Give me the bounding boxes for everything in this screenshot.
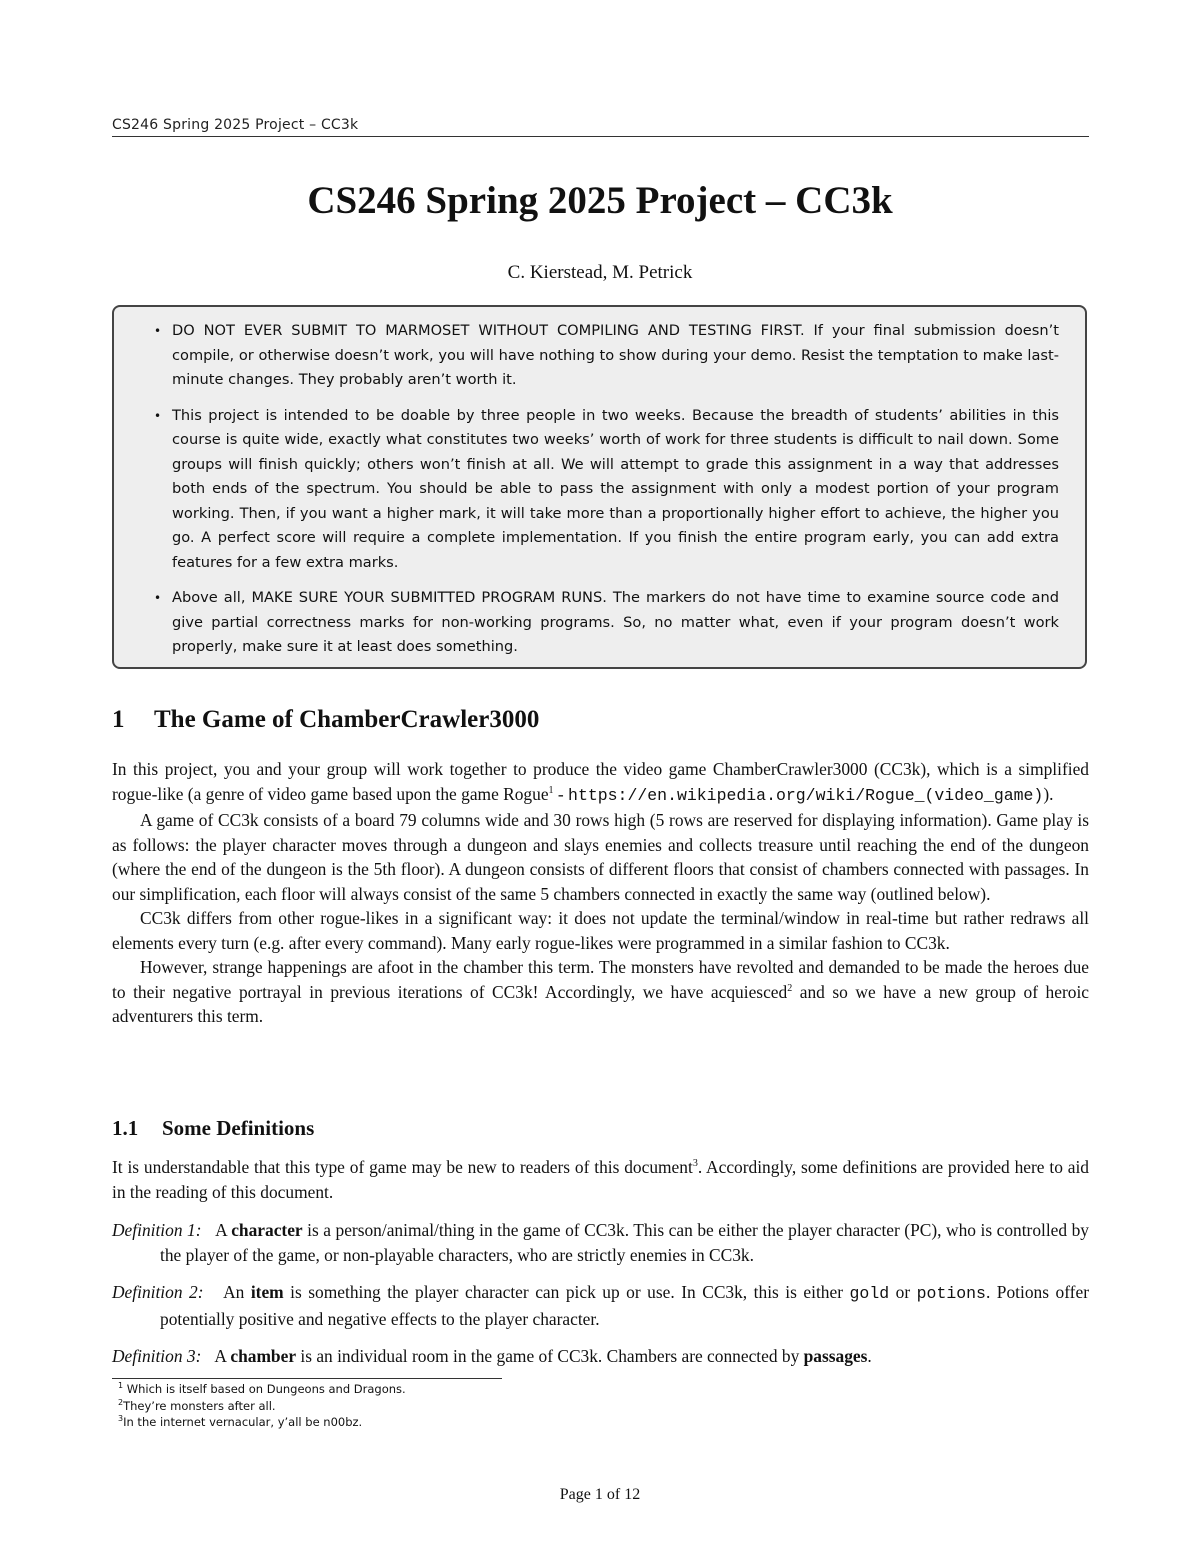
definition-term: chamber — [230, 1346, 297, 1366]
definition-label: Definition 1: — [112, 1220, 202, 1240]
definition-text: . Potions offer potentially positive and negative effects to the player character. — [160, 1282, 1089, 1329]
definitions-list — [112, 1218, 1089, 1382]
notice-item-text: Above all, MAKE SURE YOUR SUBMITTED PROGRAM RUNS. The markers do not have time to examine source code and give partial correctness marks for non-working programs. So, no matter what, even if your program doesn’t work properly, make sure it at least does something. — [172, 589, 1059, 655]
notice-box — [112, 305, 1087, 669]
footnote-text: In the internet vernacular, y’all be n00bz. — [123, 1415, 363, 1429]
section-title: The Game of ChamberCrawler3000 — [154, 706, 540, 733]
definition-term: item — [250, 1282, 284, 1302]
definition-item — [112, 1344, 1089, 1369]
page-number: Page 1 of 12 — [559, 1486, 641, 1503]
section-body — [112, 757, 1089, 1029]
footnote-number: 2 — [118, 1397, 124, 1407]
section-heading — [112, 706, 539, 734]
dash-text: - — [553, 783, 569, 804]
wikipedia-link[interactable]: https://en.wikipedia.org/wiki/Rogue_(video_game) — [568, 785, 1044, 805]
subsection-heading — [112, 1116, 314, 1141]
footnote — [118, 1398, 818, 1415]
paragraph — [112, 1155, 1089, 1204]
definition-term: character — [231, 1220, 303, 1240]
definition-item — [112, 1218, 1089, 1267]
paragraph-text: ). — [1043, 783, 1054, 804]
definition-label: Definition 2: — [112, 1282, 204, 1302]
footnote-number: 1 — [118, 1381, 124, 1391]
paragraph-text: It is understandable that this type of game may be new to readers of this document — [112, 1157, 693, 1177]
paragraph: A game of CC3k consists of a board 79 columns wide and 30 rows high (5 rows are reserved for displaying information). Game play is as follows: the player character moves through a dungeon and slays enemies and collects treasure until reaching the end of the dungeon (where the end of the dungeon is the 5th floor). A dungeon consists of different floors that consist of chambers connected with passages. In our simplification, each floor will always consist of the same 5 chambers connected in exactly the same way (outlined below). — [112, 810, 1089, 904]
footnotes — [118, 1381, 818, 1431]
subsection-title: Some Definitions — [162, 1116, 315, 1140]
bullet-icon: • — [154, 324, 162, 338]
footnote-rule — [112, 1378, 502, 1379]
paragraph-text: In this project, you and your group will work together to produce the video game ChamberCrawler3000 (CC3k), which is a simplified rogue-like (a genre of video game based upon the game Rogue — [112, 759, 1089, 804]
paragraph — [112, 955, 1089, 1029]
footnote — [118, 1414, 818, 1431]
notice-item — [154, 319, 1059, 393]
notice-item — [154, 404, 1059, 576]
footnote-text: Which is itself based on Dungeons and Dragons. — [126, 1382, 406, 1396]
subsection-number: 1.1 — [112, 1116, 139, 1140]
document-authors: C. Kierstead, M. Petrick — [507, 262, 693, 283]
paragraph: CC3k differs from other rogue-likes in a significant way: it does not update the terminal/window in real-time but rather redraws all elements every turn (e.g. after every command). Many early rogue-likes were programmed in a similar fashion to CC3k. — [112, 908, 1089, 953]
section-number: 1 — [112, 706, 125, 733]
definition-text: is an individual room in the game of CC3k. Chambers are connected by — [296, 1346, 804, 1366]
definition-text: A — [215, 1220, 232, 1240]
notice-item-text: This project is intended to be doable by three people in two weeks. Because the breadth of students’ abilities in this course is quite wide, exactly what constitutes two weeks’ worth of work for three students is difficult to nail down. Some groups will finish quickly; others won’t finish at all. We will attempt to grade this assignment in a way that addresses both ends of the spectrum. You should be able to pass the assignment with only a modest portion of your program working. Then, if you want a higher mark, it will take more than a proportionally higher effort to achieve, the higher you go. A perfect score will require a complete implementation. If you finish the entire program early, you can add extra features for a few extra marks. — [172, 406, 1059, 571]
definition-text: or — [889, 1282, 917, 1302]
code-term: gold — [849, 1284, 890, 1303]
footnote-mark: 2 — [787, 982, 793, 994]
definitions-intro — [112, 1155, 1089, 1204]
definition-term: passages — [803, 1346, 868, 1366]
bullet-icon: • — [154, 591, 162, 605]
notice-item — [154, 586, 1059, 660]
definition-text: An — [223, 1282, 251, 1302]
bullet-icon: • — [154, 408, 162, 423]
definition-text: A — [214, 1346, 231, 1366]
footnote-mark: 3 — [692, 1158, 698, 1170]
footnote-text: They’re monsters after all. — [123, 1398, 276, 1413]
definition-text: is something the player character can pick up or use. In CC3k, this is either — [283, 1282, 850, 1302]
footnote-mark: 1 — [548, 784, 554, 796]
paragraph — [112, 757, 1089, 808]
notice-item-text: DO NOT EVER SUBMIT TO MARMOSET WITHOUT COMPILING AND TESTING FIRST. If your final submission doesn’t compile, or otherwise doesn’t work, you will have nothing to show during your demo. Resist the temptation to make last-minute changes. They probably aren’t worth it. — [172, 322, 1059, 388]
definition-text: is a person/animal/thing in the game of CC3k. This can be either the player character (PC), who is controlled by the player of the game, or non-playable characters, who are strictly enemies in CC3k. — [160, 1220, 1090, 1265]
paragraph-text: . Accordingly, some definitions are provided here to aid in the reading of this document. — [112, 1157, 1089, 1202]
running-header: CS246 Spring 2025 Project – CC3k — [112, 117, 1089, 137]
paragraph-text: and so we have a new group of heroic adventurers this term. — [112, 981, 1090, 1026]
document-title: CS246 Spring 2025 Project – CC3k — [307, 179, 893, 222]
definition-item — [112, 1280, 1089, 1331]
paragraph-text: However, strange happenings are afoot in the chamber this term. The monsters have revolted and demanded to be made the heroes due to their negative portrayal in previous iterations of CC3k! Accordingly, we have acquiesced — [112, 957, 1089, 1002]
footnote — [118, 1381, 818, 1398]
code-term: potions — [916, 1284, 986, 1303]
notice-list — [154, 319, 1059, 660]
footnote-number: 3 — [118, 1414, 124, 1424]
definition-text: . — [867, 1346, 872, 1366]
definition-label: Definition 3: — [112, 1346, 202, 1366]
